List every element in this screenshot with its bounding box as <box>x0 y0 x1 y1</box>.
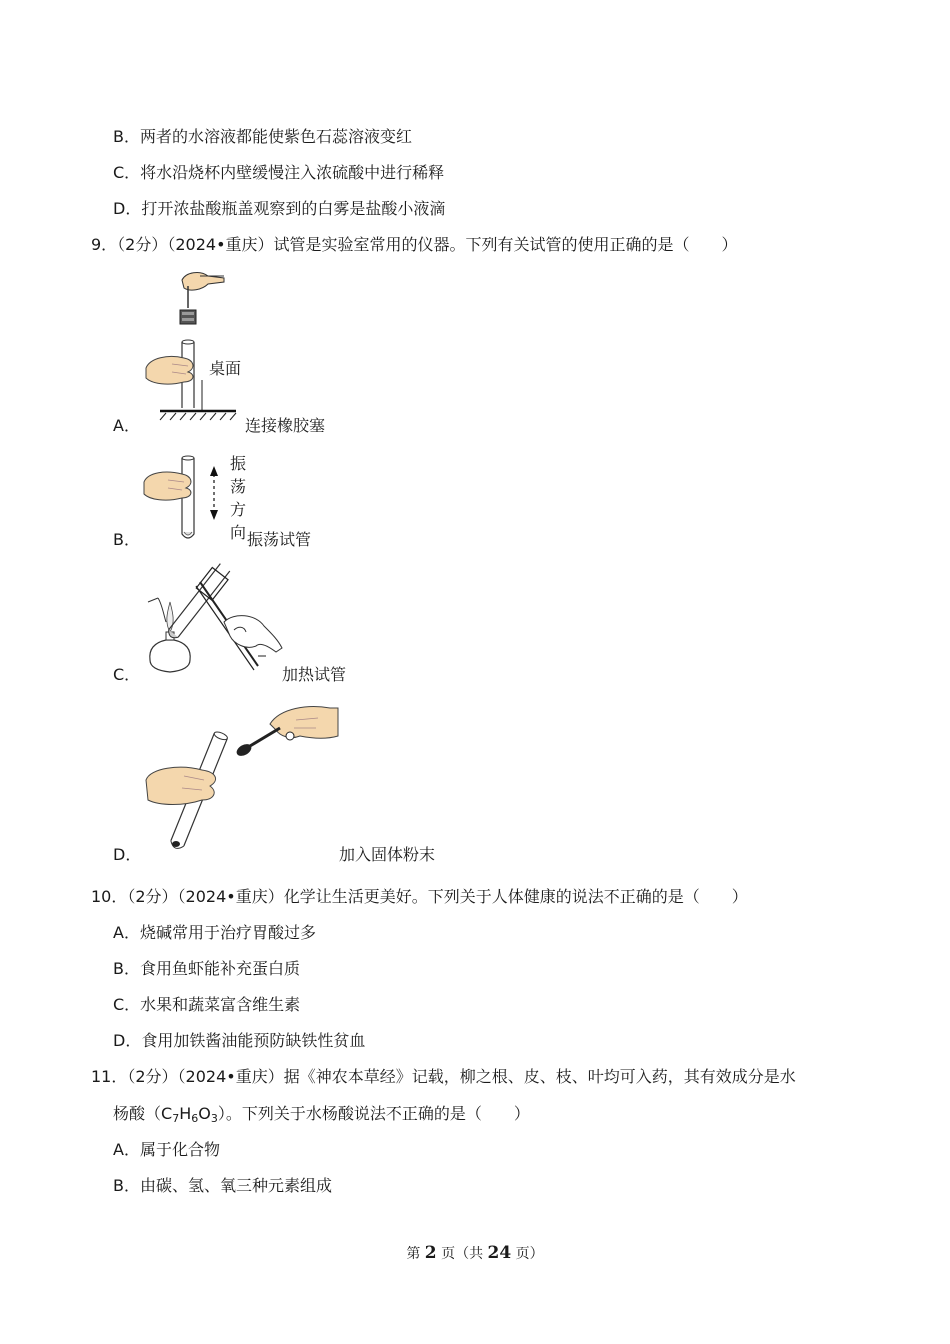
figure-add-powder <box>140 700 346 850</box>
q10-stem: 10．（2分）（2024•重庆）化学让生活更美好。下列关于人体健康的说法不正确的是（ ） <box>91 887 748 906</box>
q8-option-b: B．两者的水溶液都能使紫色石蕊溶液变红 <box>113 127 412 146</box>
q9-option-a-caption: 连接橡胶塞 <box>245 416 326 435</box>
footer-page-number: 2 <box>424 1243 437 1263</box>
q11-stem-line2-pre: 杨酸（ <box>113 1104 162 1123</box>
q9-option-d-caption: 加入固体粉末 <box>339 845 436 864</box>
figure-shake-direction-char-4: 向 <box>230 523 247 542</box>
footer-total-pages: 24 <box>487 1243 512 1263</box>
q11-stem-line2-post: ）。下列关于水杨酸说法不正确的是（ ） <box>217 1104 530 1123</box>
salicylic-acid-formula: $C_7H_6O_3$ <box>161 1104 218 1125</box>
footer-pre: 第 <box>406 1246 421 1262</box>
q9-option-b-caption: 振荡试管 <box>247 530 312 549</box>
q11-stem-line1: 11．（2分）（2024•重庆）据《神农本草经》记载，柳之根、皮、枝、叶均可入药，其有效成分是水 <box>91 1067 796 1086</box>
q8-option-d: D．打开浓盐酸瓶盖观察到的白雾是盐酸小液滴 <box>113 199 446 218</box>
q9-option-c-label: C． <box>113 665 141 684</box>
q10-option-c: C．水果和蔬菜富含维生素 <box>113 995 301 1014</box>
q9-option-b-label: B． <box>113 530 140 549</box>
figure-shake-direction-char-1: 振 <box>230 454 247 473</box>
q9-option-c-caption: 加热试管 <box>282 665 347 684</box>
q10-option-a: A．烧碱常用于治疗胃酸过多 <box>113 923 316 942</box>
q11-stem-line2 <box>113 1102 530 1126</box>
q9-option-d-label: D． <box>113 845 142 864</box>
q9-stem: 9．（2分）（2024•重庆）试管是实验室常用的仪器。下列有关试管的使用正确的是（ ） <box>91 235 738 254</box>
figure-heat-tube <box>138 562 288 680</box>
page-footer <box>0 1243 950 1263</box>
figure-shake-direction-char-2: 荡 <box>230 477 247 496</box>
figure-connect-stopper <box>138 268 258 426</box>
q10-option-b: B．食用鱼虾能补充蛋白质 <box>113 959 300 978</box>
figure-shake-direction-char-3: 方 <box>230 500 247 519</box>
q10-option-d: D．食用加铁酱油能预防缺铁性贫血 <box>113 1031 366 1050</box>
q11-option-b: B．由碳、氢、氧三种元素组成 <box>113 1176 332 1195</box>
figure-shake-tube <box>138 452 228 544</box>
q11-option-a: A．属于化合物 <box>113 1140 220 1159</box>
q8-option-c: C．将水沿烧杯内壁缓慢注入浓硫酸中进行稀释 <box>113 163 445 182</box>
q9-option-a-label: A． <box>113 416 140 435</box>
figure-desk-label: 桌面 <box>209 359 242 378</box>
footer-post: 页） <box>515 1246 544 1262</box>
footer-mid: 页（共 <box>441 1246 484 1262</box>
